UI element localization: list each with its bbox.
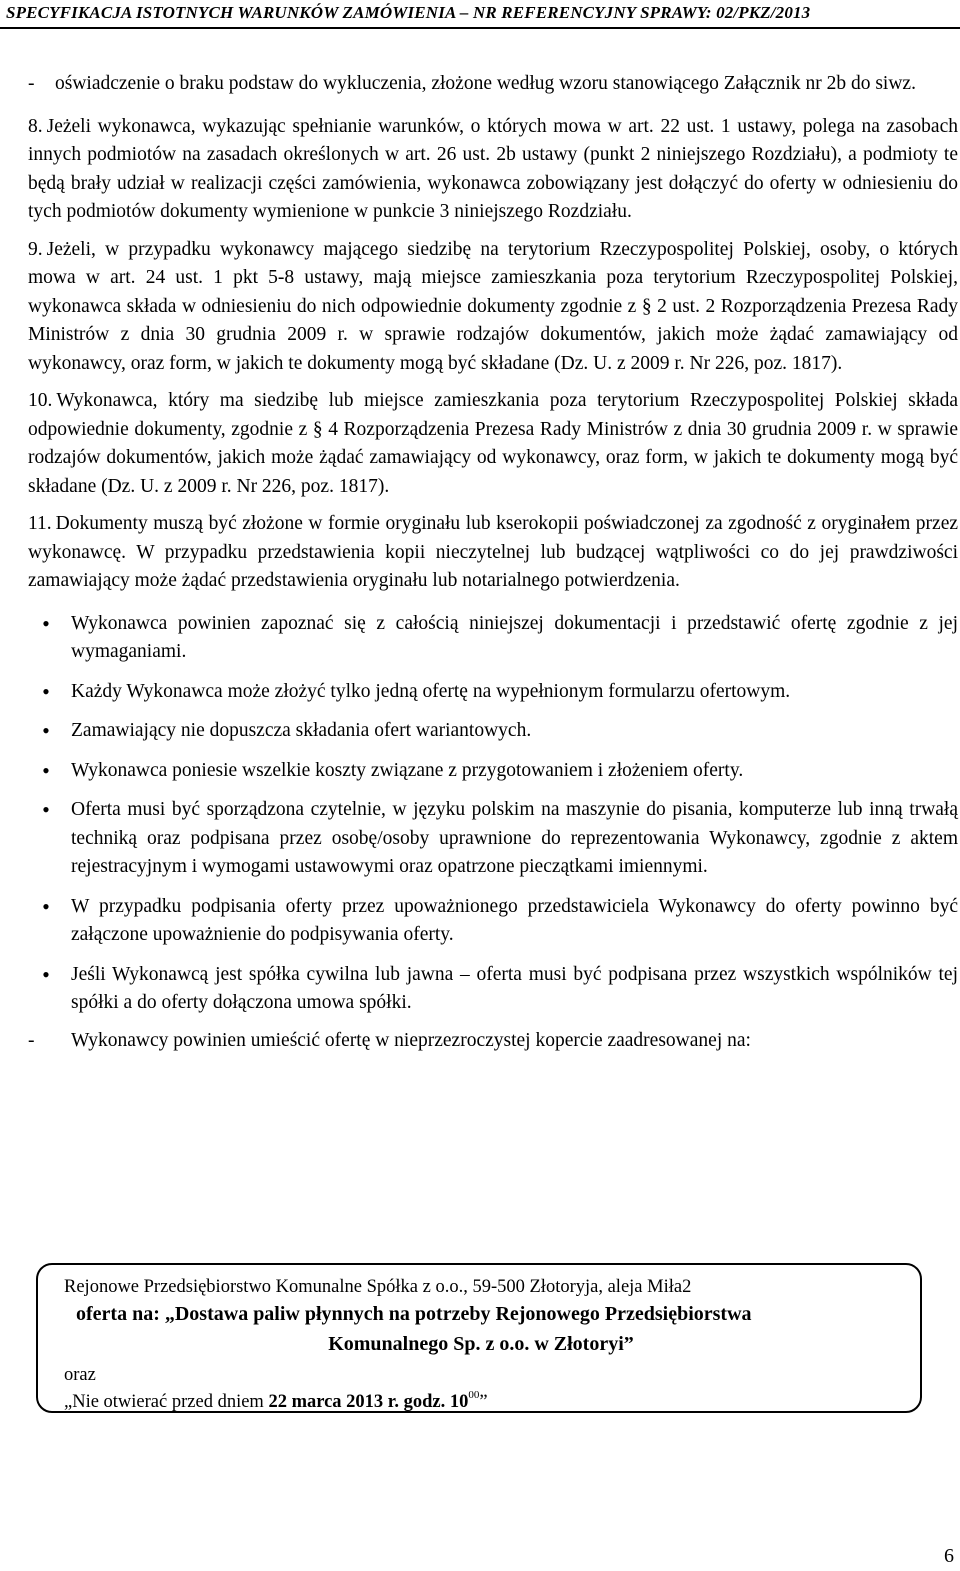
bullet-icon: • <box>42 757 50 783</box>
bullet-icon: • <box>42 893 50 919</box>
bullet-list <box>28 610 958 1018</box>
envelope-offer-line-2: Komunalnego Sp. z o.o. w Złotoryi” <box>328 1333 634 1355</box>
dash-item <box>28 70 958 99</box>
paragraph-text: Dokumenty muszą być złożone w formie oryginału lub kserokopii poświadczonej za zgodność z oryginałem przez wykonawcę. W przypadku przedstawienia kopii nieczytelnej lub budzącej wątpliwości co do jej prawdziwości zamawiający może żądać przedstawienia oryginału lub notarialnego potwierdzenia. <box>28 513 958 591</box>
paragraph-8 <box>28 113 958 227</box>
envelope-do-not-open-notice <box>64 1389 488 1413</box>
envelope-offer-line-1: oferta na: „Dostawa paliw płynnych na potrzeby Rejonowego Przedsiębiorstwa <box>76 1303 752 1325</box>
dash-item-text: Wykonawcy powinien umieścić ofertę w nieprzezroczystej kopercie zaadresowanej na: <box>71 1029 751 1051</box>
list-item <box>28 678 958 707</box>
notice-prefix: „Nie otwierać przed dniem <box>64 1392 269 1412</box>
dash-item-text: oświadczenie o braku podstaw do wykluczenia, złożone według wzoru stanowiącego Załącznik nr 2b do siwz. <box>55 73 916 94</box>
dash-marker: - <box>28 73 35 94</box>
envelope-address: Rejonowe Przedsiębiorstwo Komunalne Spółka z o.o., 59-500 Złotoryja, aleja Miła2 <box>64 1277 692 1297</box>
paragraph-number: 9. <box>28 238 43 260</box>
bullet-icon: • <box>42 961 50 987</box>
list-item-text: W przypadku podpisania oferty przez upoważnionego przedstawiciela Wykonawcy do oferty powinno być załączone upoważnienie do podpisywania oferty. <box>71 895 958 945</box>
bullet-icon: • <box>42 797 50 822</box>
document-body <box>28 70 958 1055</box>
paragraph-11 <box>28 510 958 596</box>
document-header <box>0 0 960 29</box>
paragraph-text: Jeżeli wykonawca, wykazując spełnianie warunków, o których mowa w art. 22 ust. 1 ustawy, polega na zasobach innych podmiotów na zasadach określonych w art. 26 ust. 2b ustawy (punkt 2 niniejszego Rozdziału), a podmioty te będą brały udział w realizacji części zamówienia, wykonawca zobowiązany jest dołączyć do oferty w odniesieniu do tych podmiotów dokumenty wymienione w punkcie 3 niniejszego Rozdziału. <box>28 115 958 222</box>
paragraph-text: Wykonawca, który ma siedzibę lub miejsce zamieszkania poza terytorium Rzeczypospolitej Polskiej składa odpowiednie dokumenty, zgodnie z § 4 Rozporządzenia Prezesa Rady Ministrów z dnia 30 grudnia 2009 r. w sprawie rodzajów dokumentów, jakich może żądać zamawiający od wykonawcy, oraz form, w jakich te dokumenty mogą być składane (Dz. U. z 2009 r. Nr 226, poz. 1817). <box>28 390 958 497</box>
notice-minutes: 00 <box>468 1389 480 1401</box>
page-number: 6 <box>944 1545 954 1567</box>
dash-marker: - <box>28 1029 35 1051</box>
list-item <box>28 610 958 667</box>
paragraph-number: 10. <box>28 390 53 411</box>
list-item-text: Wykonawca powinien zapoznać się z całością niniejszej dokumentacji i przedstawić ofertę zgodnie z jej wymaganiami. <box>71 612 958 662</box>
list-item <box>28 893 958 950</box>
paragraph-9 <box>28 236 958 379</box>
bullet-icon: • <box>42 610 50 636</box>
list-item <box>28 757 958 786</box>
bullet-icon: • <box>42 718 50 743</box>
paragraph-number: 11. <box>28 513 52 534</box>
paragraph-10 <box>28 387 958 501</box>
list-item-text: Każdy Wykonawca może złożyć tylko jedną ofertę na wypełnionym formularzu ofertowym. <box>71 680 791 702</box>
dash-item-envelope <box>28 1027 958 1056</box>
list-item <box>28 961 958 1018</box>
bullet-icon: • <box>42 678 50 704</box>
header-title: SPECYFIKACJA ISTOTNYCH WARUNKÓW ZAMÓWIENIA – NR REFERENCYJNY SPRAWY: 02/PKZ/2013 <box>6 3 811 22</box>
paragraph-text: Jeżeli, w przypadku wykonawcy mającego siedzibę na terytorium Rzeczypospolitej Polskiej, osoby, o których mowa w art. 24 ust. 1 pkt 5-8 ustawy, mają miejsce zamieszkania poza terytorium Rzeczypospolitej Polskiej, wykonawca składa w odniesieniu do nich odpowiednie dokumenty zgodnie z § 2 ust. 2 Rozporządzenia Prezesa Rady Ministrów z dnia 30 grudnia 2009 r. w sprawie rodzajów dokumentów, jakich może żądać zamawiający od wykonawcy, oraz form, w jakich te dokumenty mogą być składane (Dz. U. z 2009 r. Nr 226, poz. 1817). <box>28 238 958 374</box>
envelope-label-box <box>36 1263 922 1413</box>
list-item-text: Zamawiający nie dopuszcza składania ofert wariantowych. <box>71 720 532 741</box>
notice-suffix: ” <box>479 1392 488 1412</box>
notice-date: 22 marca 2013 r. godz. 10 <box>268 1392 469 1412</box>
paragraph-number: 8. <box>28 115 43 137</box>
list-item-text: Oferta musi być sporządzona czytelnie, w języku polskim na maszynie do pisania, komputerze lub inną trwałą techniką oraz podpisana przez osobę/osoby uprawnione do reprezentowania Wykonawcy, zgodnie z aktem rejestracyjnym i wymogami ustawowymi oraz opatrzone pieczątkami imiennymi. <box>71 799 958 877</box>
envelope-oraz: oraz <box>64 1365 96 1385</box>
list-item-text: Wykonawca poniesie wszelkie koszty związane z przygotowaniem i złożeniem oferty. <box>71 759 744 781</box>
list-item-text: Jeśli Wykonawcą jest spółka cywilna lub jawna – oferta musi być podpisana przez wszystkich wspólników tej spółki a do oferty dołączona umowa spółki. <box>71 963 958 1013</box>
list-item <box>28 796 958 882</box>
list-item <box>28 717 958 746</box>
